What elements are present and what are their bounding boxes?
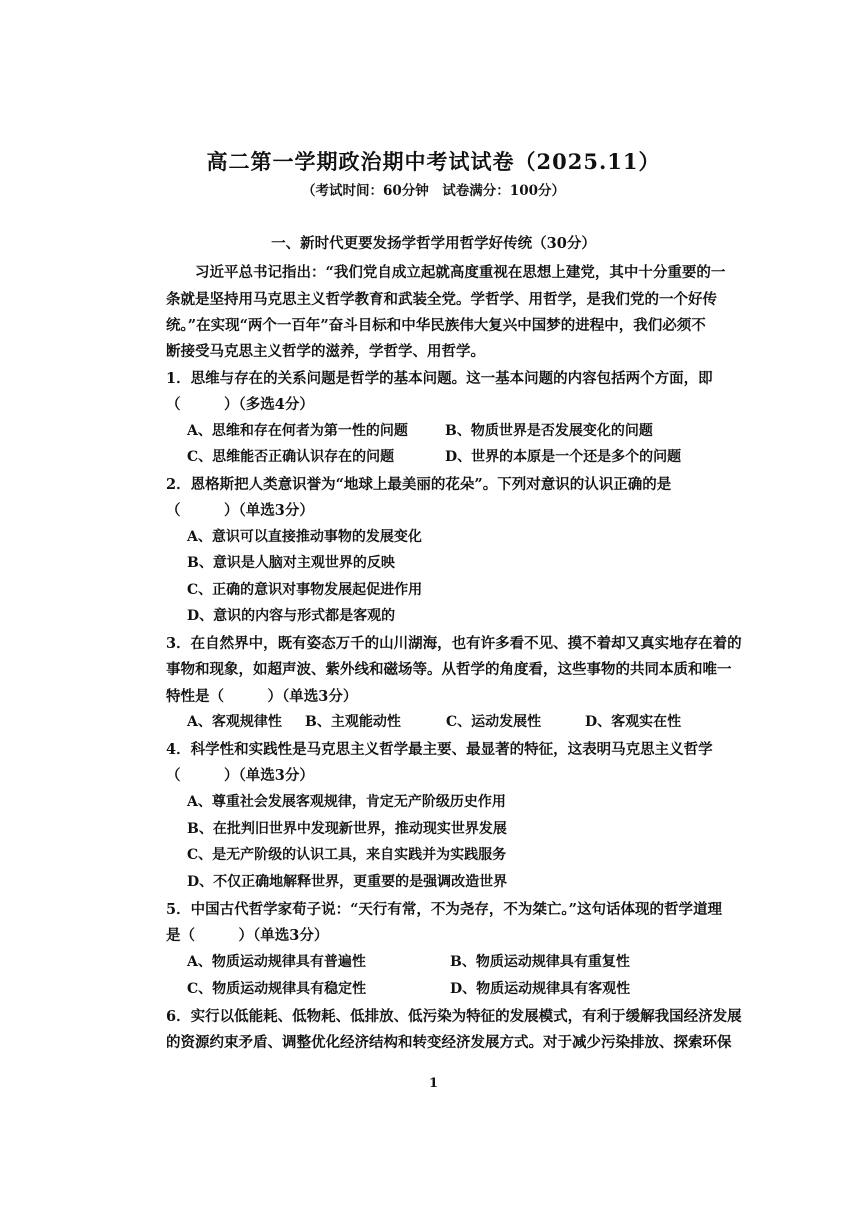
intro-line: 条就是坚持用马克思主义哲学教育和武装全党。学哲学、用哲学，是我们党的一个好传: [166, 291, 717, 308]
question-2-option-a: A、意识可以直接推动事物的发展变化: [187, 529, 422, 545]
question-3-stem: 3．在自然界中，既有姿态万千的山川湖海，也有许多看不见、摸不着却又真实地存在着的: [166, 635, 742, 652]
intro-line: 统。”在实现“两个一百年”奋斗目标和中华民族伟大复兴中国梦的进程中，我们必须不: [166, 317, 706, 334]
intro-line: 习近平总书记指出：“我们党自成立起就高度重视在思想上建党，其中十分重要的一: [195, 264, 726, 281]
question-2-stem: （ ）（单选3分）: [166, 502, 314, 519]
question-3-stem: 事物和现象，如超声波、紫外线和磁场等。从哲学的角度看，这些事物的共同本质和唯一: [166, 661, 732, 678]
exam-subtitle: （考试时间：60分钟 试卷满分：100分）: [302, 183, 565, 199]
question-3-option-a: A、客观规律性: [187, 714, 282, 730]
question-1-option-c: C、思维能否正确认识存在的问题: [187, 449, 395, 465]
page-number: 1: [428, 1076, 439, 1091]
question-4-stem: 4．科学性和实践性是马克思主义哲学最主要、最显著的特征，这表明马克思主义哲学: [166, 741, 713, 758]
intro-line: 断接受马克思主义哲学的滋养，学哲学、用哲学。: [166, 343, 485, 360]
question-4-option-b: B、在批判旧世界中发现新世界，推动现实世界发展: [187, 821, 507, 837]
question-2-option-c: C、正确的意识对事物发展起促进作用: [187, 582, 423, 598]
question-3-stem: 特性是（ ）（单选3分）: [166, 688, 358, 705]
question-4-option-a: A、尊重社会发展客观规律，肯定无产阶级历史作用: [187, 794, 506, 810]
question-2-option-b: B、意识是人脑对主观世界的反映: [187, 555, 395, 571]
question-3-option-d: D、客观实在性: [585, 714, 682, 730]
exam-title: 高二第一学期政治期中考试试卷（2025.11）: [206, 149, 661, 174]
question-6-stem: 6．实行以低能耗、低物耗、低排放、低污染为特征的发展模式，有利于缓解我国经济发展: [166, 1008, 742, 1025]
question-5-option-a: A、物质运动规律具有普遍性: [187, 954, 366, 970]
question-2-option-d: D、意识的内容与形式都是客观的: [187, 608, 396, 624]
question-5-option-b: B、物质运动规律具有重复性: [450, 954, 630, 970]
question-5-option-d: D、物质运动规律具有客观性: [450, 981, 631, 997]
question-4-option-d: D、不仅正确地解释世界，更重要的是强调改造世界: [187, 874, 508, 890]
question-1-option-b: B、物质世界是否发展变化的问题: [445, 423, 653, 439]
section-heading: 一、新时代更要发扬学哲学用哲学好传统（30分）: [271, 235, 596, 252]
question-4-option-c: C、是无产阶级的认识工具，来自实践并为实践服务: [187, 847, 507, 863]
question-1-option-a: A、思维和存在何者为第一性的问题: [187, 423, 408, 439]
question-4-stem: （ ）（单选3分）: [166, 767, 314, 784]
question-5-option-c: C、物质运动规律具有稳定性: [187, 981, 367, 997]
question-3-option-b: B、主观能动性: [305, 714, 401, 730]
question-5-stem: 是（ ）（单选3分）: [166, 927, 329, 944]
question-6-stem: 的资源约束矛盾、调整优化经济结构和转变经济发展方式。对于减少污染排放、探索环保: [166, 1034, 732, 1051]
question-5-stem: 5．中国古代哲学家荀子说：“天行有常，不为尧存，不为桀亡。”这句话体现的哲学道理: [166, 901, 723, 918]
question-1-option-d: D、世界的本原是一个还是多个的问题: [445, 449, 682, 465]
question-2-stem: 2．恩格斯把人类意识誉为“地球上最美丽的花朵”。下列对意识的认识正确的是: [166, 476, 672, 493]
question-3-option-c: C、运动发展性: [446, 714, 542, 730]
question-1-stem: 1．思维与存在的关系问题是哲学的基本问题。这一基本问题的内容包括两个方面，即: [166, 370, 713, 387]
question-1-stem: （ ）（多选4分）: [166, 396, 314, 413]
